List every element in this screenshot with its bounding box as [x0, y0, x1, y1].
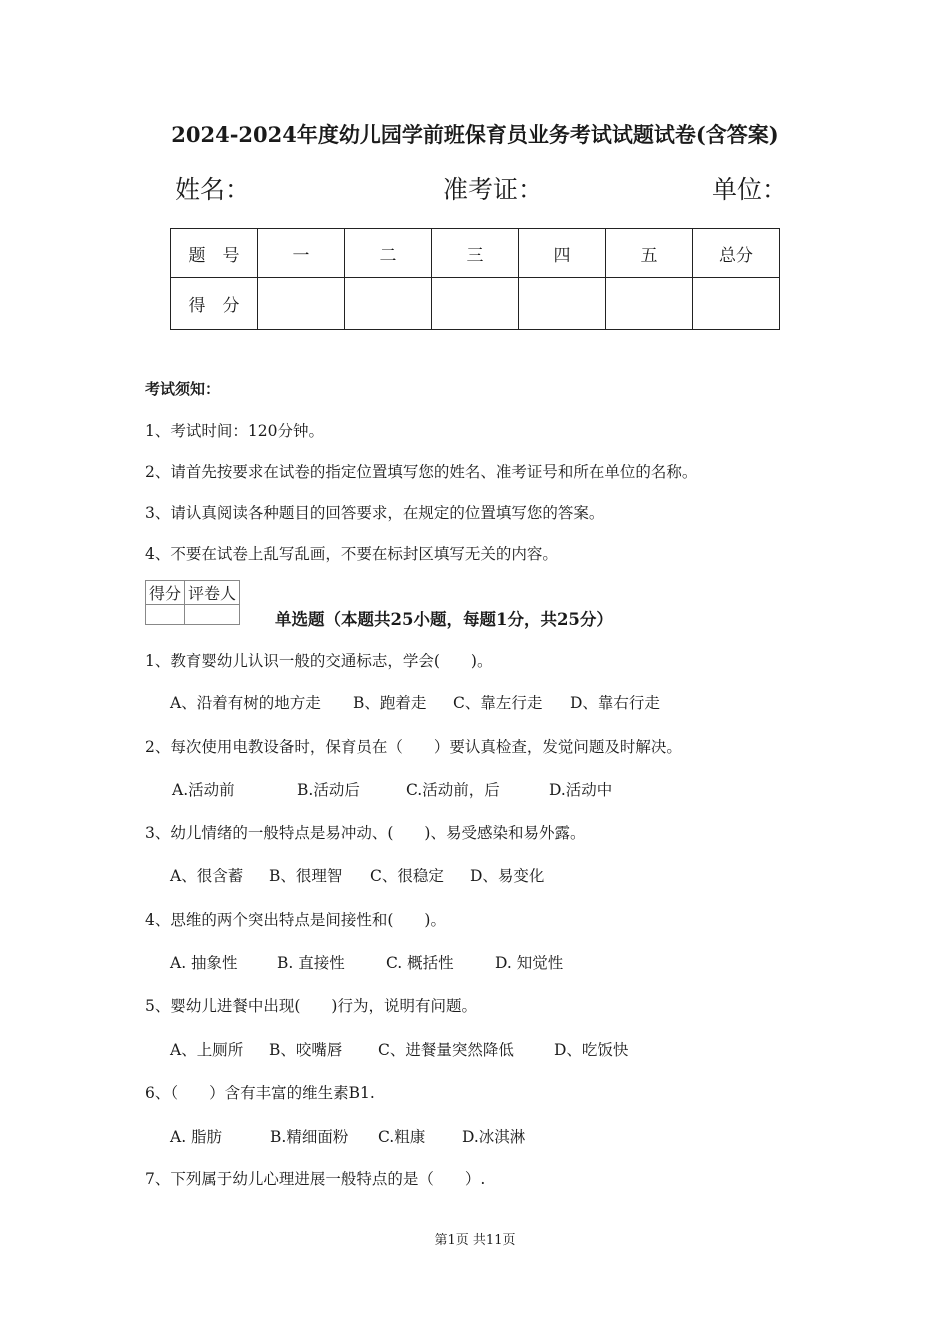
grader-table	[145, 580, 240, 625]
score-input-cell[interactable]	[432, 278, 519, 330]
grader-reviewer-cell[interactable]	[185, 605, 240, 625]
score-input-cell[interactable]	[606, 278, 693, 330]
option-d[interactable]: D.活动中	[549, 781, 613, 799]
option-a[interactable]: A、上厕所	[170, 1041, 244, 1059]
option-b[interactable]: B、很理智	[269, 867, 343, 885]
option-c[interactable]: C、靠左行走	[453, 694, 543, 712]
notice-item: 2、请首先按要求在试卷的指定位置填写您的姓名、准考证号和所在单位的名称。	[145, 463, 698, 481]
score-table	[170, 228, 780, 330]
score-table-score-row	[171, 278, 780, 330]
notice-heading: 考试须知：	[145, 380, 221, 398]
option-d[interactable]: D、吃饭快	[554, 1041, 629, 1059]
score-input-cell[interactable]	[345, 278, 432, 330]
question-text: 3、幼儿情绪的一般特点是易冲动、( )、易受感染和易外露。	[145, 824, 586, 842]
question-text: 5、婴幼儿进餐中出现( )行为，说明有问题。	[145, 997, 477, 1015]
grader-reviewer-label: 评卷人	[185, 581, 240, 605]
option-b[interactable]: B.精细面粉	[270, 1128, 349, 1146]
score-input-cell[interactable]	[693, 278, 780, 330]
name-field-label: 姓名：	[175, 175, 251, 204]
notice-item: 4、不要在试卷上乱写乱画，不要在标封区填写无关的内容。	[145, 545, 558, 563]
score-table-cell: 三	[432, 229, 519, 278]
notice-item: 1、考试时间：120分钟。	[145, 422, 324, 440]
option-c[interactable]: C.活动前，后	[406, 781, 500, 799]
document-title: 2024-2024年度幼儿园学前班保育员业务考试试题试卷(含答案)	[171, 122, 779, 147]
option-b[interactable]: B. 直接性	[277, 954, 345, 972]
option-b[interactable]: B、跑着走	[353, 694, 427, 712]
option-d[interactable]: D.冰淇淋	[462, 1128, 526, 1146]
option-d[interactable]: D. 知觉性	[495, 954, 564, 972]
score-table-cell: 一	[258, 229, 345, 278]
option-c[interactable]: C. 概括性	[386, 954, 454, 972]
option-d[interactable]: D、易变化	[470, 867, 545, 885]
score-input-cell[interactable]	[258, 278, 345, 330]
question-text: 7、下列属于幼儿心理进展一般特点的是（ ）.	[145, 1170, 486, 1188]
question-text: 1、教育婴幼儿认识一般的交通标志，学会( )。	[145, 652, 493, 670]
option-c[interactable]: C、进餐量突然降低	[378, 1041, 514, 1059]
grader-score-label: 得分	[146, 581, 185, 605]
exam-id-field-label: 准考证：	[443, 175, 544, 204]
score-row-label: 得 分	[171, 278, 258, 330]
option-c[interactable]: C、很稳定	[370, 867, 444, 885]
score-table-cell: 五	[606, 229, 693, 278]
score-table-cell: 二	[345, 229, 432, 278]
option-c[interactable]: C.粗康	[378, 1128, 426, 1146]
question-text: 4、思维的两个突出特点是间接性和( )。	[145, 911, 446, 929]
option-a[interactable]: A. 脂肪	[170, 1128, 223, 1146]
option-a[interactable]: A、沿着有树的地方走	[170, 694, 321, 712]
option-d[interactable]: D、靠右行走	[570, 694, 660, 712]
score-table-cell: 总分	[693, 229, 780, 278]
section-title: 单选题（本题共25小题，每题1分，共25分）	[275, 610, 613, 629]
score-table-cell: 四	[519, 229, 606, 278]
option-b[interactable]: B.活动后	[297, 781, 360, 799]
question-text: 2、每次使用电教设备时，保育员在（ ）要认真检查，发觉问题及时解决。	[145, 738, 682, 756]
option-a[interactable]: A、很含蓄	[170, 867, 244, 885]
score-table-cell: 题 号	[171, 229, 258, 278]
option-a[interactable]: A.活动前	[172, 781, 235, 799]
option-b[interactable]: B、咬嘴唇	[269, 1041, 343, 1059]
option-a[interactable]: A. 抽象性	[170, 954, 238, 972]
unit-field-label: 单位：	[712, 175, 788, 204]
grader-score-cell[interactable]	[146, 605, 185, 625]
score-table-header-row	[171, 229, 780, 278]
question-text: 6、（ ）含有丰富的维生素B1.	[145, 1084, 375, 1102]
score-input-cell[interactable]	[519, 278, 606, 330]
page-footer: 第1页 共11页	[434, 1233, 516, 1248]
notice-item: 3、请认真阅读各种题目的回答要求，在规定的位置填写您的答案。	[145, 504, 605, 522]
